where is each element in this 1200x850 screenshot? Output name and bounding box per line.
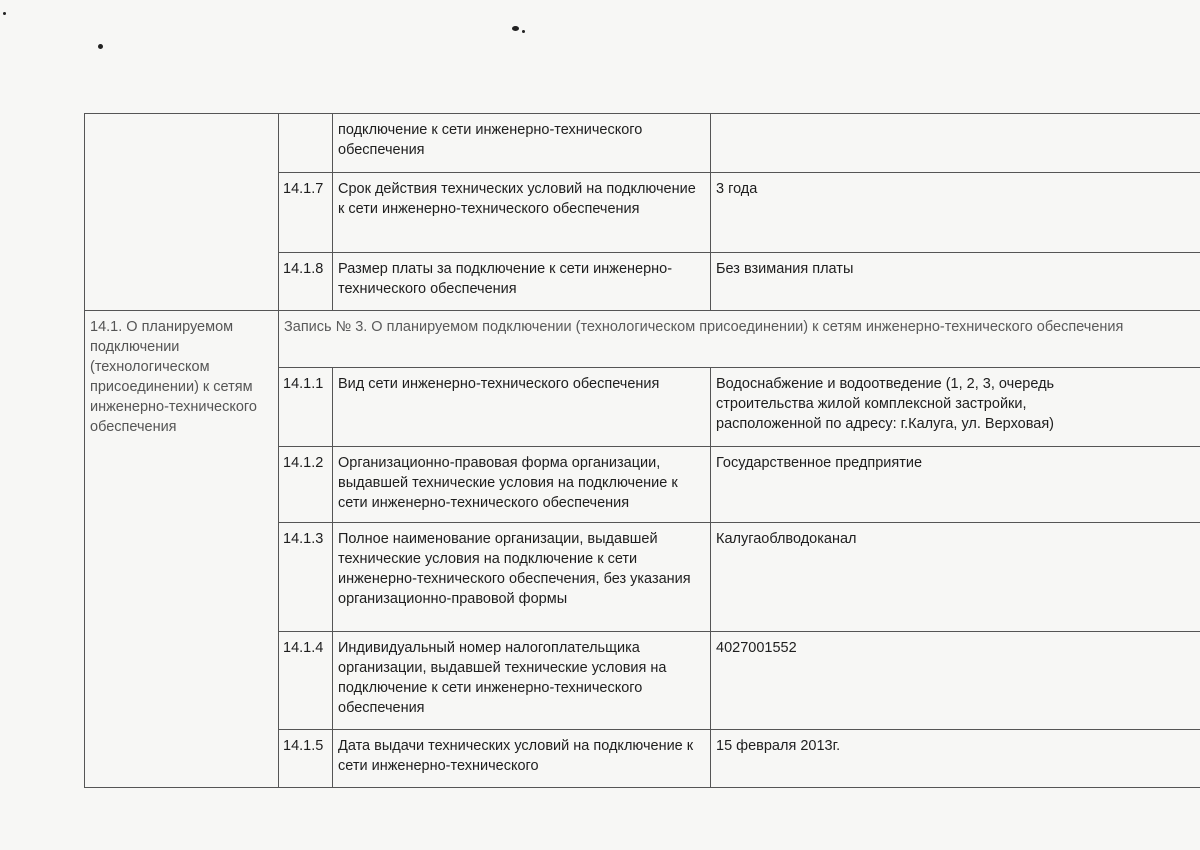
row-label: Индивидуальный номер налогоплательщика организации, выдавшей технические условия на подключение к сети инженерно-технического обеспечения — [333, 632, 711, 730]
previous-section-cell — [85, 114, 279, 311]
scan-speck — [3, 12, 6, 15]
row-number: 14.1.2 — [279, 447, 333, 523]
row-label: подключение к сети инженерно-технического обеспечения — [333, 114, 711, 173]
row-value: Без взимания платы — [711, 253, 1200, 311]
row-number — [279, 114, 333, 173]
table-row — [85, 114, 1200, 173]
row-label: Вид сети инженерно-технического обеспечения — [333, 368, 711, 447]
row-number: 14.1.5 — [279, 730, 333, 788]
row-value — [711, 114, 1200, 173]
row-number: 14.1.8 — [279, 253, 333, 311]
scan-speck — [98, 44, 103, 49]
scan-speck — [522, 30, 525, 33]
record-header-row — [85, 311, 1200, 368]
row-label: Дата выдачи технических условий на подключение к сети инженерно-технического — [333, 730, 711, 788]
row-value: Государственное предприятие — [711, 447, 1200, 523]
row-value: 3 года — [711, 173, 1200, 253]
row-number: 14.1.3 — [279, 523, 333, 632]
row-value: Калугаоблводоканал — [711, 523, 1200, 632]
scan-speck — [512, 26, 519, 31]
row-value: 15 февраля 2013г. — [711, 730, 1200, 788]
specification-table — [84, 113, 1200, 788]
row-value: Водоснабжение и водоотведение (1, 2, 3, очередь строительства жилой комплексной застройки, расположенной по адресу: г.Калуга, ул. Верховая) — [711, 368, 1200, 447]
row-label: Срок действия технических условий на подключение к сети инженерно-технического обеспечения — [333, 173, 711, 253]
section-title: 14.1. О планируемом подключении (технологическом присоединении) к сетям инженерно-технического обеспечения — [85, 311, 279, 788]
row-number: 14.1.7 — [279, 173, 333, 253]
row-value: 4027001552 — [711, 632, 1200, 730]
record-header: Запись № 3. О планируемом подключении (технологическом присоединении) к сетям инженерно-технического обеспечения — [279, 311, 1200, 368]
row-number: 14.1.1 — [279, 368, 333, 447]
row-label: Полное наименование организации, выдавшей технические условия на подключение к сети инженерно-технического обеспечения, без указания организационно-правовой формы — [333, 523, 711, 632]
row-number: 14.1.4 — [279, 632, 333, 730]
row-label: Организационно-правовая форма организации, выдавшей технические условия на подключение к сети инженерно-технического обеспечения — [333, 447, 711, 523]
row-label: Размер платы за подключение к сети инженерно-технического обеспечения — [333, 253, 711, 311]
